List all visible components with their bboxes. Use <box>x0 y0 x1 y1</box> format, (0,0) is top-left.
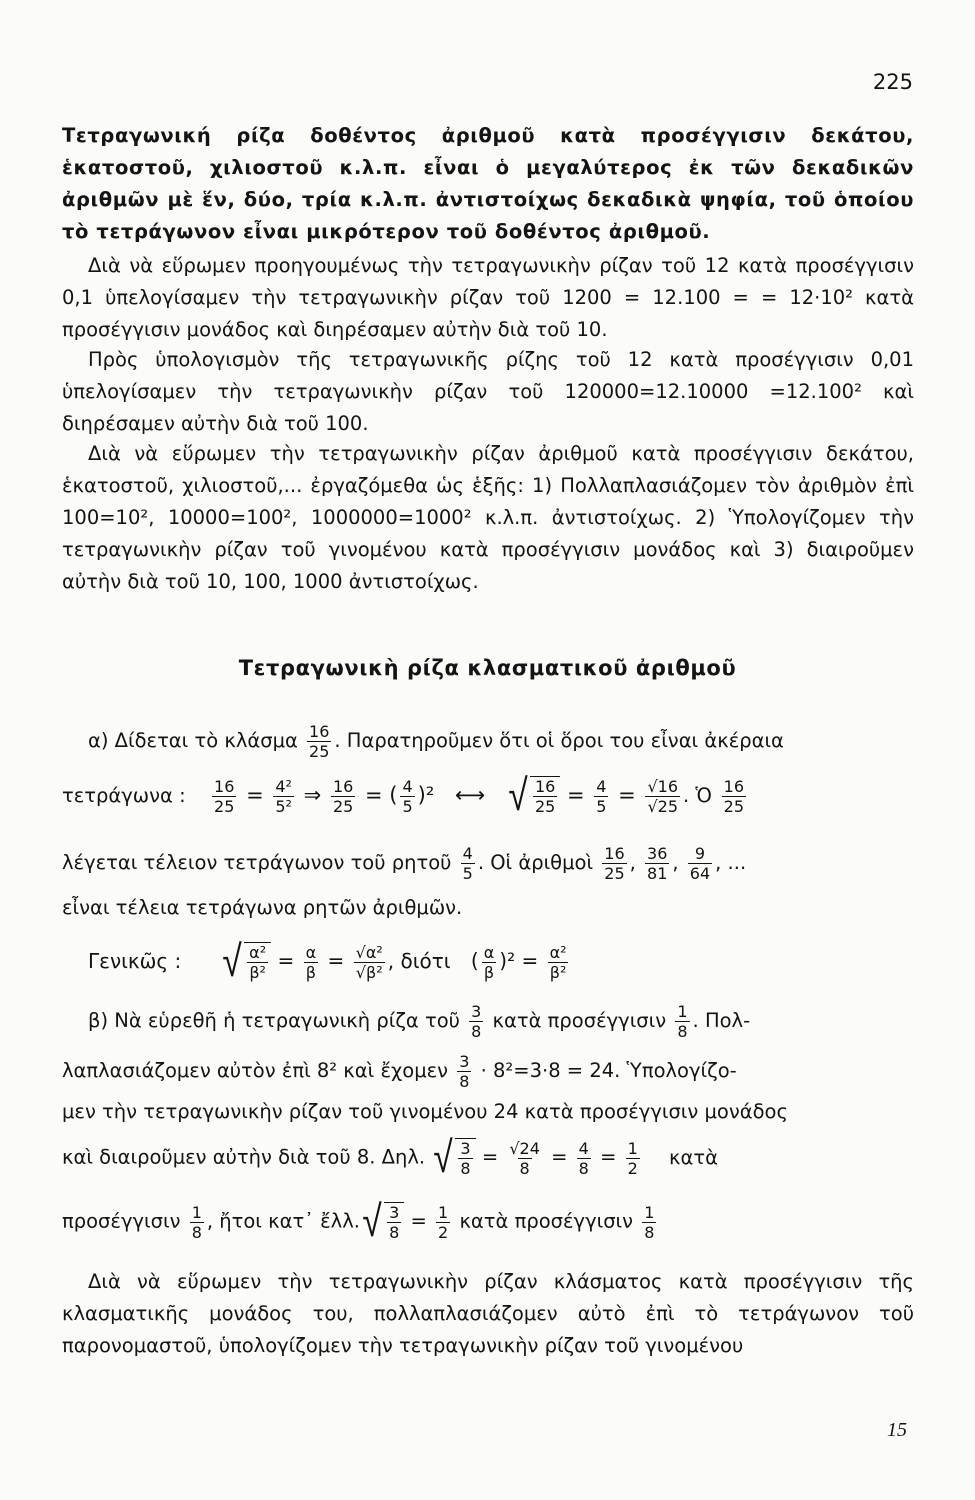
fraction: $\frac{16}{25}$ <box>604 844 625 883</box>
paragraph-2: Πρὸς ὑπολογισμὸν τῆς τετραγωνικῆς ρίζης τοῦ 12 κατὰ προσέγγισιν 0,01 ὑπελογίσαμεν τὴν τετραγωνικὴν ρίζαν τοῦ 120000=12.10000 =12.100² καὶ διηρέσαμεν αὐτὴν διὰ τοῦ 100. <box>62 348 914 435</box>
paragraph-3: Διὰ νὰ εὕρωμεν τὴν τετραγωνικὴν ρίζαν ἀριθμοῦ κατὰ προσέγγισιν δεκάτου, ἑκατοστοῦ, χιλιοστοῦ,... ἐργαζόμεθα ὡς ἑξῆς: 1) Πολλαπλασιάζομεν τὸν ἀριθμὸν ἐπὶ 100=10², 10000=100², 1000000=1000² κ.λ.π. ἀντιστοίχως. 2) Ὑπολογίζομεν τὴν τετραγωνικὴν ρίζαν τοῦ γινομένου κατὰ προσέγγισιν μονάδος καὶ 3) διαιροῦμεν αὐτὴν διὰ τοῦ 10, 100, 1000 ἀντιστοίχως. <box>62 442 914 593</box>
fraction: $\frac{36}{81}$ <box>647 844 668 883</box>
radical: √ $\frac{3}{8}$ <box>360 1200 404 1244</box>
beta-line-3: μεν τὴν τετραγωνικὴν ρίζαν τοῦ γινομένου 24 κατὰ προσέγγισιν μονάδος <box>62 1100 788 1123</box>
final-paragraph: Διὰ νὰ εὕρωμεν τὴν τετραγωνικὴν ρίζαν κλάσματος κατὰ προσέγγισιν τῆς κλασματικῆς μονάδος του, πολλαπλασιάζομεν αὐτὸ ἐπὶ τὸ τετράγωνον τοῦ παρονομαστοῦ, ὑπολογίζομεν τὴν τετραγωνικὴν ρίζαν τοῦ γινομένου <box>62 1270 914 1357</box>
fraction: $\frac{16}{25}$ <box>309 722 330 761</box>
fraction: $\frac{1}{8}$ <box>644 1202 655 1242</box>
squares-line: τετράγωνα : $\frac{16}{25}$ = $\frac{\text{4²}}{\text{5²}}$ ⇒ $\frac{16}{25}$ = ( $\frac{4}{5}$ )² ⟷ √ $\frac{16}{25}$ = $\frac{4}{5}$ = $\frac{√16}{√25}$ . Ὁ $\frac{16}{25}$ <box>62 770 744 821</box>
radical: √ $\frac{16}{25}$ <box>506 774 561 818</box>
perfect-square-line: λέγεται τέλειον τετράγωνον τοῦ ρητοῦ $\frac{4}{5}$ . Οἱ ἀριθμοὶ $\frac{16}{25}$ , $\frac{36}{81}$ , $\frac{9}{64}$ , ... <box>62 844 747 883</box>
radical: √ $\frac{\text{α²}}{\text{β²}}$ <box>220 940 271 984</box>
fraction: $\frac{√24}{8}$ <box>509 1138 540 1178</box>
fraction: $\frac{\text{√α²}}{\text{√β²}}$ <box>355 942 383 982</box>
fraction: $\frac{9}{64}$ <box>689 844 711 883</box>
general-formula-line: Γενικῶς : √ $\frac{\text{α²}}{\text{β²}}$ = $\frac{\alpha}{\beta}$ = $\frac{\text{√α²}}{\text{√β²}}$ , διότι ( $\frac{\alpha}{\beta}$ )² = $\frac{\text{α²}}{\text{β²}}$ <box>88 936 567 987</box>
fraction: $\frac{3}{8}$ <box>459 1052 470 1091</box>
fraction: $\frac{1}{8}$ <box>677 1002 688 1041</box>
fraction: $\frac{4}{5}$ <box>402 776 413 816</box>
fraction: $\frac{√16}{√25}$ <box>647 776 679 816</box>
alpha-line: α) Δίδεται τὸ κλάσμα $\frac{16}{25}$ . Παρατηροῦμεν ὅτι οἱ ὅροι του εἶναι ἀκέραια <box>88 722 784 761</box>
radical: √ $\frac{3}{8}$ <box>431 1136 475 1180</box>
fraction: $\frac{1}{8}$ <box>191 1202 202 1242</box>
fraction: $\frac{1}{2}$ <box>627 1138 638 1178</box>
fraction: $\frac{1}{2}$ <box>438 1202 449 1242</box>
fraction: $\frac{16}{25}$ <box>332 776 354 816</box>
fraction: $\frac{16}{25}$ <box>723 776 744 816</box>
fraction: $\frac{\alpha}{\beta}$ <box>305 942 317 982</box>
beta-line-2: λαπλασιάζομεν αὐτὸν ἐπὶ 8² καὶ ἔχομεν $\frac{3}{8}$ · 8²=3·8 = 24. Ὑπολογίζο- <box>62 1052 737 1091</box>
definition-text: Τετραγωνική ρίζα δοθέντος ἀριθμοῦ κατὰ προσέγγισιν δεκάτου, ἑκατοστοῦ, χιλιοστοῦ κ.λ.π. εἶναι ὁ μεγαλύτερος ἐκ τῶν δεκαδικῶν ἀριθμῶν μὲ ἕν, δύο, τρία κ.λ.π. ἀντιστοίχως δεκαδικὰ ψηφία, τοῦ ὁποίου τὸ τετράγωνον εἶναι μικρότερον τοῦ δοθέντος ἀριθμοῦ. <box>62 124 914 243</box>
section-heading: Τετραγωνικὴ ρίζα κλασματικοῦ ἀριθμοῦ <box>238 656 737 680</box>
fraction: $\frac{4}{5}$ <box>462 844 473 883</box>
beta-line-5: προσέγγισιν $\frac{1}{8}$ , ἤτοι κατ᾽ ἔλλ. √ $\frac{3}{8}$ = $\frac{1}{2}$ κατὰ προσέγγισιν $\frac{1}{8}$ <box>62 1196 655 1247</box>
fraction: $\frac{4}{5}$ <box>596 776 607 816</box>
beta-line-4: καὶ διαιροῦμεν αὐτὴν διὰ τοῦ 8. Δηλ. √ $\frac{3}{8}$ = $\frac{√24}{8}$ = $\frac{4}{8}$ = $\frac{1}{2}$ κατὰ <box>62 1132 718 1183</box>
fraction: $\frac{\alpha}{\beta}$ <box>483 942 495 982</box>
perfect-square-line-2: εἶναι τέλεια τετράγωνα ρητῶν ἀριθμῶν. <box>62 896 463 919</box>
paragraph-1: Διὰ νὰ εὕρωμεν προηγουμένως τὴν τετραγωνικὴν ρίζαν τοῦ 12 κατὰ προσέγγισιν 0,1 ὑπελογίσαμεν τὴν τετραγωνικὴν ρίζαν τοῦ 1200 = 12.100 = = 12·10² κατὰ προσέγγισιν μονάδος καὶ διηρέσαμεν αὐτὴν διὰ τοῦ 10. <box>62 254 914 341</box>
fraction: $\frac{4}{8}$ <box>578 1138 589 1178</box>
page-number: 225 <box>872 70 913 94</box>
fraction: $\frac{\text{α²}}{\text{β²}}$ <box>549 942 567 982</box>
fraction: $\frac{3}{8}$ <box>471 1002 482 1041</box>
fraction: $\frac{\text{4²}}{\text{5²}}$ <box>275 776 292 816</box>
signature-mark: 15 <box>887 1419 907 1441</box>
fraction: $\frac{16}{25}$ <box>214 776 235 816</box>
beta-line: β) Νὰ εὑρεθῆ ἡ τετραγωνικὴ ρίζα τοῦ $\frac{3}{8}$ κατὰ προσέγγισιν $\frac{1}{8}$ . Πολ- <box>88 1002 751 1041</box>
